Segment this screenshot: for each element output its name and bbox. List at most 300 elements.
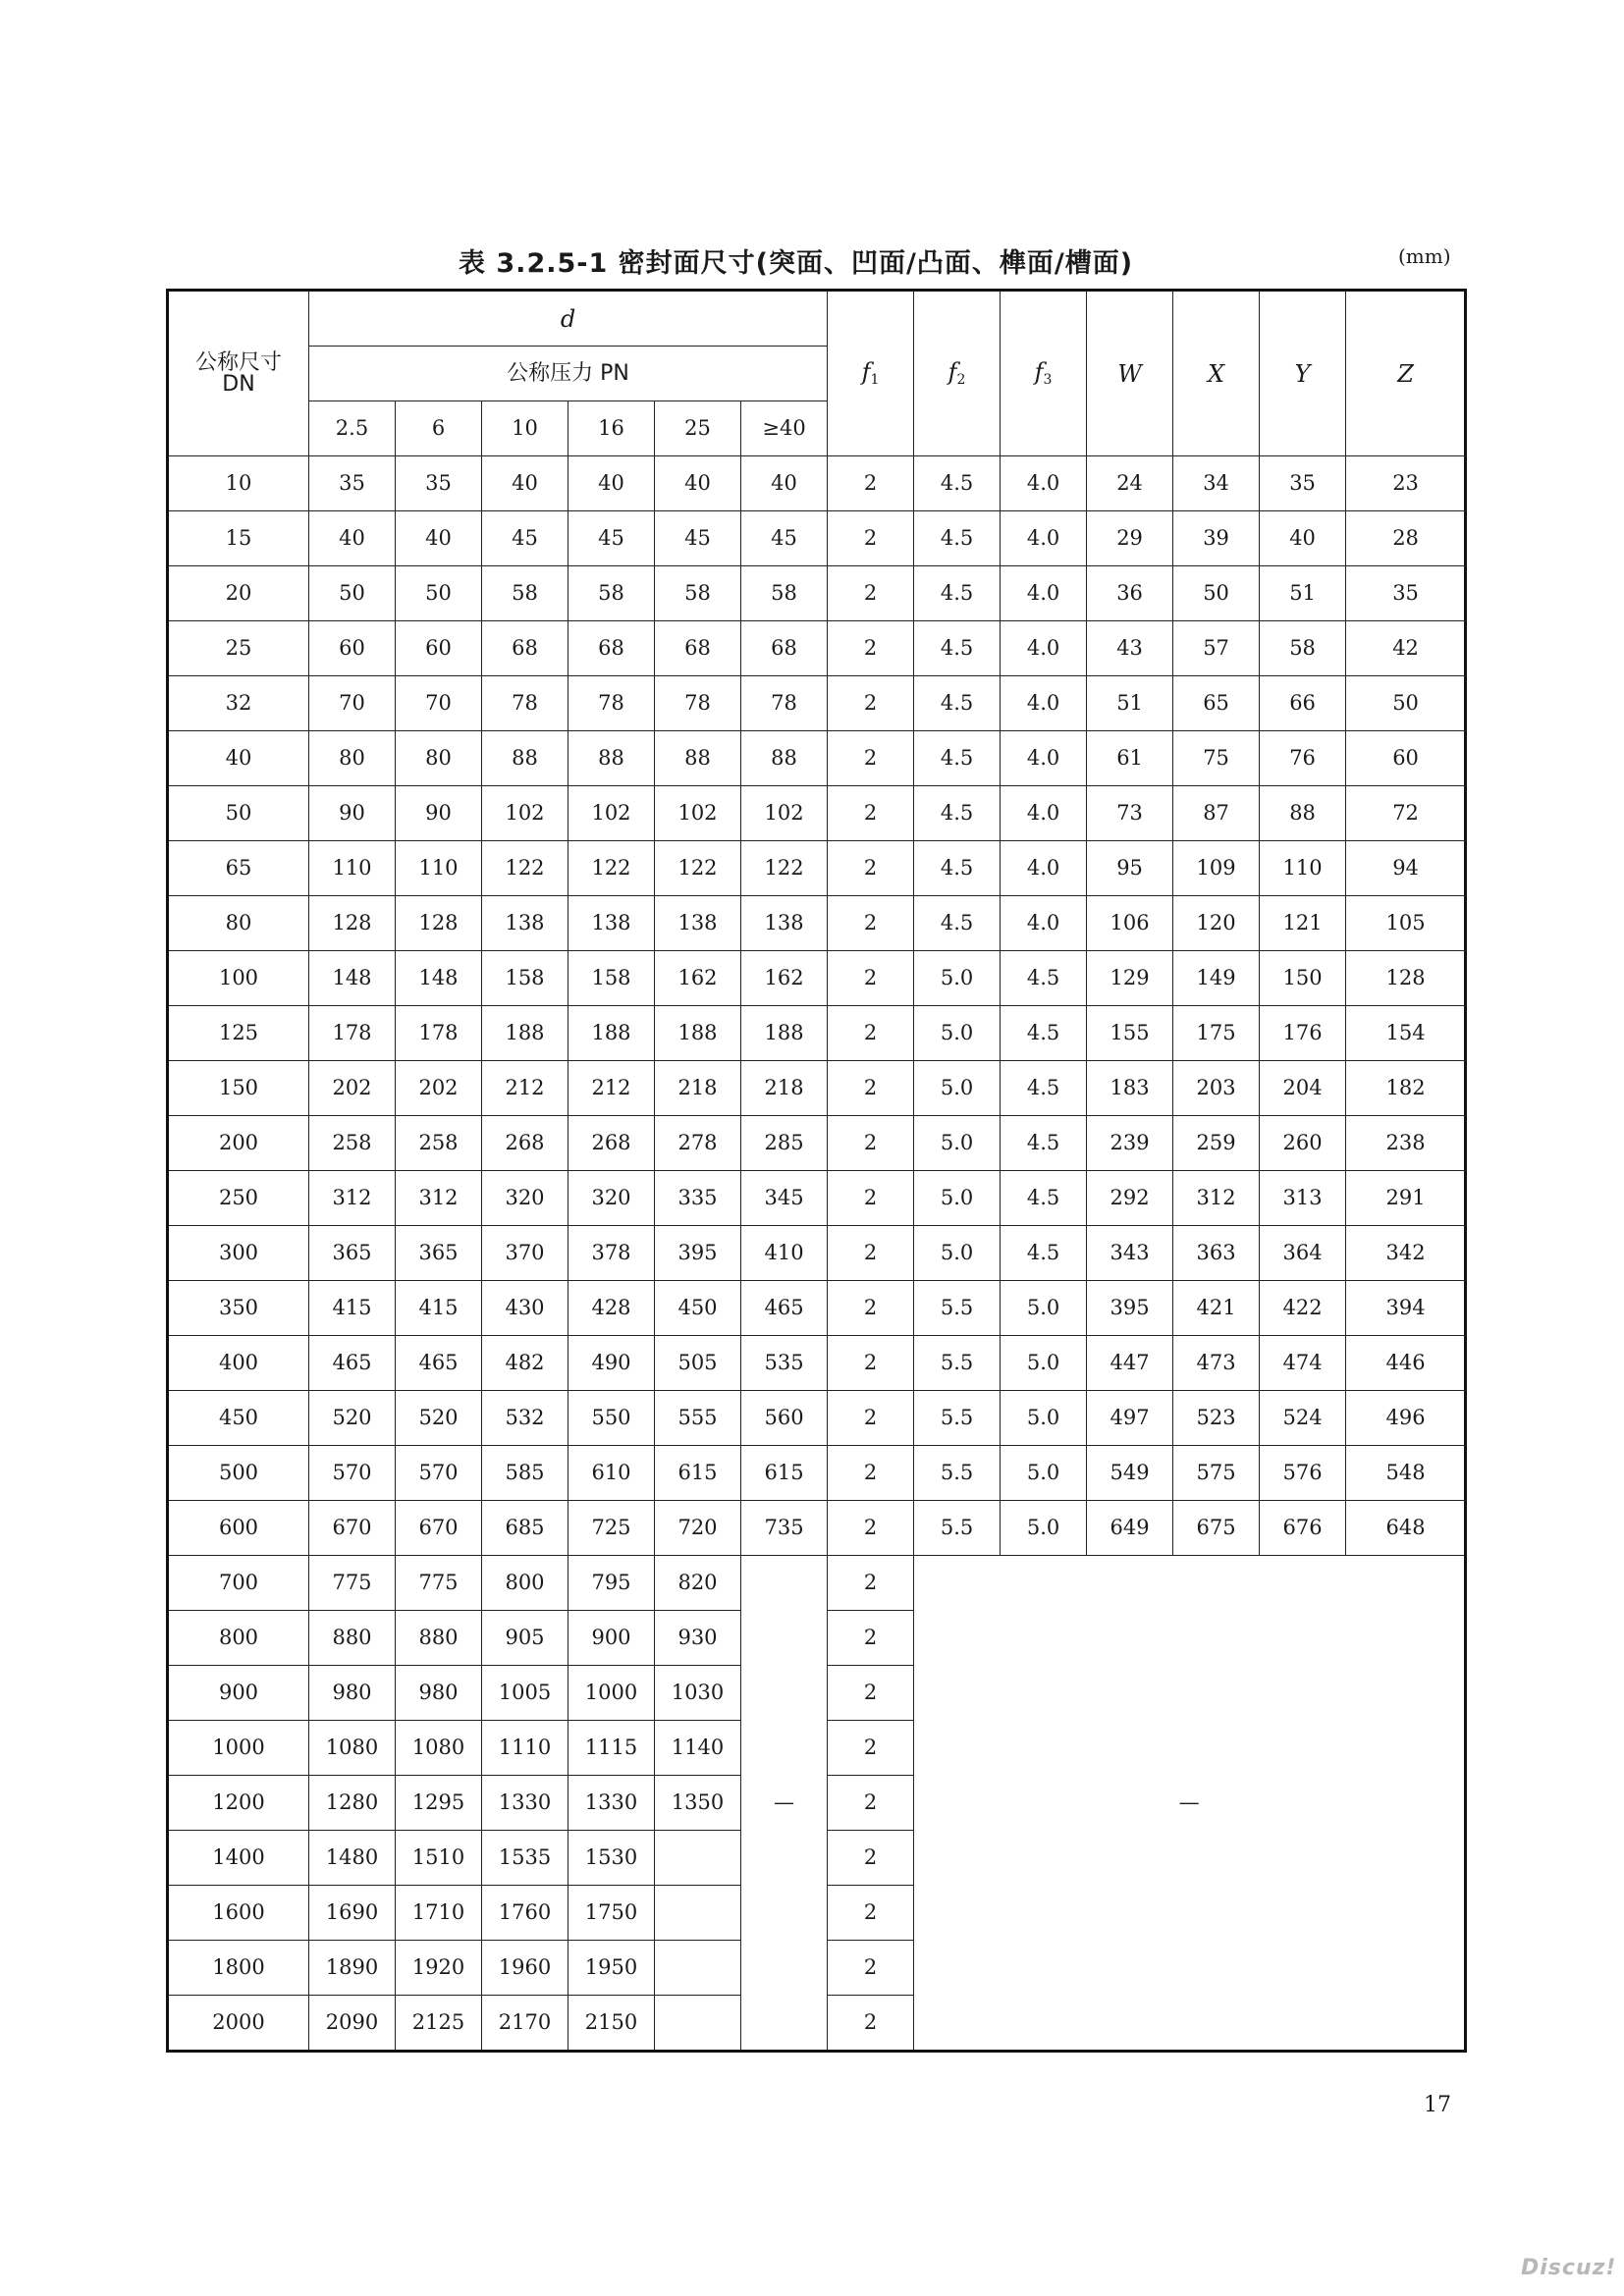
cell-f2: 5.5 (914, 1391, 1001, 1446)
header-row-1 (168, 291, 1466, 347)
cell-z: 238 (1346, 1116, 1466, 1171)
cell-d: 50 (309, 566, 396, 621)
table-row (168, 1391, 1466, 1446)
cell-dn: 50 (168, 786, 309, 841)
cell-d: 70 (396, 676, 482, 731)
cell-w: 73 (1087, 786, 1173, 841)
header-pn-value: 2.5 (309, 401, 396, 456)
header-f1: $f_1$ (828, 291, 914, 456)
cell-d: 535 (741, 1336, 828, 1391)
cell-f1: 2 (828, 511, 914, 566)
cell-f1: 2 (828, 566, 914, 621)
cell-dn: 800 (168, 1611, 309, 1666)
cell-dn: 350 (168, 1281, 309, 1336)
cell-z: 72 (1346, 786, 1466, 841)
cell-y: 35 (1260, 456, 1346, 511)
cell-f2: 4.5 (914, 676, 1001, 731)
cell-f1: 2 (828, 1061, 914, 1116)
table-row (168, 1556, 1466, 1611)
table-row (168, 1006, 1466, 1061)
cell-d: 1330 (568, 1776, 655, 1831)
cell-d: 40 (741, 456, 828, 511)
cell-f1: 2 (828, 1721, 914, 1776)
cell-d: 188 (741, 1006, 828, 1061)
cell-d: 1080 (396, 1721, 482, 1776)
cell-d: 70 (309, 676, 396, 731)
cell-z: 182 (1346, 1061, 1466, 1116)
cell-f3: 4.5 (1001, 1061, 1087, 1116)
cell-x: 120 (1173, 896, 1260, 951)
cell-f2: 5.5 (914, 1446, 1001, 1501)
cell-d: 88 (568, 731, 655, 786)
cell-f3: 4.0 (1001, 896, 1087, 951)
cell-w: 61 (1087, 731, 1173, 786)
table-row (168, 1061, 1466, 1116)
cell-d (655, 1941, 741, 1996)
cell-d: 202 (309, 1061, 396, 1116)
cell-f3: 4.0 (1001, 786, 1087, 841)
cell-d: 820 (655, 1556, 741, 1611)
cell-f3: 4.0 (1001, 676, 1087, 731)
cell-x: 65 (1173, 676, 1260, 731)
cell-dn: 1000 (168, 1721, 309, 1776)
cell-f2: 5.0 (914, 1006, 1001, 1061)
cell-y: 121 (1260, 896, 1346, 951)
cell-d: 465 (396, 1336, 482, 1391)
header-f3: $f_3$ (1001, 291, 1087, 456)
cell-dn: 15 (168, 511, 309, 566)
cell-d: 138 (482, 896, 568, 951)
cell-y: 204 (1260, 1061, 1346, 1116)
cell-d: 725 (568, 1501, 655, 1556)
cell-not-applicable: — (914, 1556, 1466, 2052)
cell-y: 110 (1260, 841, 1346, 896)
cell-f1: 2 (828, 1336, 914, 1391)
cell-f2: 5.5 (914, 1501, 1001, 1556)
cell-z: 42 (1346, 621, 1466, 676)
cell-d: 312 (309, 1171, 396, 1226)
cell-f3: 4.5 (1001, 1171, 1087, 1226)
cell-y: 422 (1260, 1281, 1346, 1336)
cell-dn: 1600 (168, 1886, 309, 1941)
table-row (168, 1226, 1466, 1281)
cell-d: 670 (396, 1501, 482, 1556)
cell-f1: 2 (828, 1391, 914, 1446)
cell-d: 138 (655, 896, 741, 951)
cell-x: 363 (1173, 1226, 1260, 1281)
cell-y: 576 (1260, 1446, 1346, 1501)
cell-f1: 2 (828, 1006, 914, 1061)
cell-d: 1030 (655, 1666, 741, 1721)
table-row (168, 1501, 1466, 1556)
cell-d: 1280 (309, 1776, 396, 1831)
table-row (168, 896, 1466, 951)
cell-d: 520 (396, 1391, 482, 1446)
cell-d: 775 (309, 1556, 396, 1611)
cell-w: 36 (1087, 566, 1173, 621)
cell-w: 497 (1087, 1391, 1173, 1446)
cell-d: 90 (396, 786, 482, 841)
cell-x: 109 (1173, 841, 1260, 896)
cell-dn: 80 (168, 896, 309, 951)
cell-f2: 5.0 (914, 1116, 1001, 1171)
cell-d: 415 (309, 1281, 396, 1336)
cell-d: 40 (396, 511, 482, 566)
cell-f1: 2 (828, 621, 914, 676)
cell-d: 158 (482, 951, 568, 1006)
cell-d: 560 (741, 1391, 828, 1446)
cell-f3: 4.5 (1001, 1116, 1087, 1171)
cell-d: 278 (655, 1116, 741, 1171)
cell-w: 155 (1087, 1006, 1173, 1061)
table-row (168, 621, 1466, 676)
cell-dn: 900 (168, 1666, 309, 1721)
cell-d: 102 (655, 786, 741, 841)
cell-dn: 150 (168, 1061, 309, 1116)
cell-d: 78 (482, 676, 568, 731)
cell-y: 524 (1260, 1391, 1346, 1446)
cell-w: 239 (1087, 1116, 1173, 1171)
cell-d: 1530 (568, 1831, 655, 1886)
cell-f1: 2 (828, 1446, 914, 1501)
cell-d: 365 (396, 1226, 482, 1281)
cell-d: 138 (568, 896, 655, 951)
cell-d: 1760 (482, 1886, 568, 1941)
cell-y: 260 (1260, 1116, 1346, 1171)
cell-y: 150 (1260, 951, 1346, 1006)
table-row (168, 841, 1466, 896)
cell-d: 520 (309, 1391, 396, 1446)
cell-f2: 5.0 (914, 1061, 1001, 1116)
cell-f2: 4.5 (914, 731, 1001, 786)
cell-d: 1535 (482, 1831, 568, 1886)
cell-d: 188 (568, 1006, 655, 1061)
cell-d: 148 (396, 951, 482, 1006)
cell-pn40-not-applicable: — (741, 1556, 828, 2052)
cell-d: 1080 (309, 1721, 396, 1776)
cell-d: 2125 (396, 1996, 482, 2052)
cell-y: 88 (1260, 786, 1346, 841)
cell-d: 685 (482, 1501, 568, 1556)
cell-d: 320 (482, 1171, 568, 1226)
cell-d: 465 (309, 1336, 396, 1391)
cell-d: 35 (396, 456, 482, 511)
cell-f1: 2 (828, 1611, 914, 1666)
cell-z: 94 (1346, 841, 1466, 896)
cell-w: 95 (1087, 841, 1173, 896)
cell-d: 102 (482, 786, 568, 841)
cell-z: 50 (1346, 676, 1466, 731)
cell-z: 35 (1346, 566, 1466, 621)
cell-d: 1000 (568, 1666, 655, 1721)
cell-f2: 4.5 (914, 511, 1001, 566)
cell-d: 258 (309, 1116, 396, 1171)
cell-f1: 2 (828, 1281, 914, 1336)
cell-d: 465 (741, 1281, 828, 1336)
cell-x: 203 (1173, 1061, 1260, 1116)
cell-d: 312 (396, 1171, 482, 1226)
header-pn-value: 25 (655, 401, 741, 456)
cell-d: 365 (309, 1226, 396, 1281)
cell-y: 364 (1260, 1226, 1346, 1281)
cell-dn: 500 (168, 1446, 309, 1501)
cell-f2: 4.5 (914, 621, 1001, 676)
cell-f1: 2 (828, 1776, 914, 1831)
cell-d: 980 (309, 1666, 396, 1721)
cell-d: 78 (568, 676, 655, 731)
cell-d: 2150 (568, 1996, 655, 2052)
cell-z: 28 (1346, 511, 1466, 566)
cell-d: 88 (741, 731, 828, 786)
cell-d: 880 (309, 1611, 396, 1666)
header-w: W (1087, 291, 1173, 456)
cell-d: 505 (655, 1336, 741, 1391)
cell-d: 188 (655, 1006, 741, 1061)
cell-y: 176 (1260, 1006, 1346, 1061)
cell-d: 395 (655, 1226, 741, 1281)
cell-d: 555 (655, 1391, 741, 1446)
cell-f2: 5.0 (914, 951, 1001, 1006)
cell-x: 39 (1173, 511, 1260, 566)
cell-z: 394 (1346, 1281, 1466, 1336)
cell-d: 68 (741, 621, 828, 676)
cell-d: 345 (741, 1171, 828, 1226)
cell-dn: 1400 (168, 1831, 309, 1886)
cell-f3: 4.0 (1001, 731, 1087, 786)
table-body (168, 291, 1466, 2052)
cell-w: 447 (1087, 1336, 1173, 1391)
cell-f3: 5.0 (1001, 1391, 1087, 1446)
cell-d: 158 (568, 951, 655, 1006)
cell-d: 122 (655, 841, 741, 896)
cell-d: 218 (655, 1061, 741, 1116)
cell-d: 735 (741, 1501, 828, 1556)
cell-d: 128 (396, 896, 482, 951)
cell-d: 88 (655, 731, 741, 786)
table-row (168, 566, 1466, 621)
cell-d: 450 (655, 1281, 741, 1336)
table-row (168, 456, 1466, 511)
cell-f1: 2 (828, 1666, 914, 1721)
cell-y: 474 (1260, 1336, 1346, 1391)
cell-d: 880 (396, 1611, 482, 1666)
cell-d (655, 1831, 741, 1886)
cell-f3: 5.0 (1001, 1446, 1087, 1501)
cell-d: 60 (396, 621, 482, 676)
cell-d: 1295 (396, 1776, 482, 1831)
cell-f3: 5.0 (1001, 1501, 1087, 1556)
cell-f1: 2 (828, 676, 914, 731)
cell-z: 342 (1346, 1226, 1466, 1281)
cell-d: 670 (309, 1501, 396, 1556)
page-number: 17 (1424, 2093, 1451, 2117)
cell-d: 188 (482, 1006, 568, 1061)
cell-d: 268 (482, 1116, 568, 1171)
cell-f1: 2 (828, 731, 914, 786)
cell-y: 313 (1260, 1171, 1346, 1226)
cell-d: 45 (568, 511, 655, 566)
cell-d: 335 (655, 1171, 741, 1226)
table-row (168, 1446, 1466, 1501)
cell-x: 34 (1173, 456, 1260, 511)
cell-f1: 2 (828, 786, 914, 841)
cell-z: 291 (1346, 1171, 1466, 1226)
table-row (168, 511, 1466, 566)
cell-f3: 4.0 (1001, 621, 1087, 676)
cell-d: 162 (655, 951, 741, 1006)
cell-d: 40 (568, 456, 655, 511)
cell-f2: 5.0 (914, 1226, 1001, 1281)
cell-d: 68 (482, 621, 568, 676)
cell-d: 1950 (568, 1941, 655, 1996)
cell-f3: 4.5 (1001, 1226, 1087, 1281)
cell-dn: 300 (168, 1226, 309, 1281)
header-f2: $f_2$ (914, 291, 1001, 456)
cell-d: 58 (568, 566, 655, 621)
cell-dn: 25 (168, 621, 309, 676)
cell-d: 430 (482, 1281, 568, 1336)
cell-x: 57 (1173, 621, 1260, 676)
cell-w: 395 (1087, 1281, 1173, 1336)
cell-f1: 2 (828, 1886, 914, 1941)
cell-dn: 20 (168, 566, 309, 621)
cell-d: 428 (568, 1281, 655, 1336)
cell-dn: 400 (168, 1336, 309, 1391)
cell-d: 615 (741, 1446, 828, 1501)
cell-dn: 65 (168, 841, 309, 896)
cell-d: 378 (568, 1226, 655, 1281)
cell-d: 285 (741, 1116, 828, 1171)
cell-f2: 5.0 (914, 1171, 1001, 1226)
cell-d: 80 (396, 731, 482, 786)
cell-f2: 4.5 (914, 456, 1001, 511)
cell-d: 110 (309, 841, 396, 896)
cell-d: 610 (568, 1446, 655, 1501)
cell-f3: 5.0 (1001, 1336, 1087, 1391)
cell-f2: 4.5 (914, 566, 1001, 621)
cell-z: 60 (1346, 731, 1466, 786)
table-row (168, 786, 1466, 841)
cell-d: 50 (396, 566, 482, 621)
cell-f1: 2 (828, 1226, 914, 1281)
cell-d: 78 (741, 676, 828, 731)
cell-f1: 2 (828, 951, 914, 1006)
cell-y: 58 (1260, 621, 1346, 676)
table-row (168, 676, 1466, 731)
cell-f3: 5.0 (1001, 1281, 1087, 1336)
cell-dn: 2000 (168, 1996, 309, 2052)
cell-d: 775 (396, 1556, 482, 1611)
cell-z: 128 (1346, 951, 1466, 1006)
cell-w: 24 (1087, 456, 1173, 511)
cell-z: 23 (1346, 456, 1466, 511)
cell-f1: 2 (828, 1501, 914, 1556)
cell-d: 410 (741, 1226, 828, 1281)
cell-f2: 4.5 (914, 896, 1001, 951)
cell-f2: 5.5 (914, 1336, 1001, 1391)
cell-d: 1480 (309, 1831, 396, 1886)
cell-f1: 2 (828, 456, 914, 511)
cell-d: 1920 (396, 1941, 482, 1996)
cell-dn: 32 (168, 676, 309, 731)
cell-d: 78 (655, 676, 741, 731)
table-row (168, 731, 1466, 786)
cell-d: 212 (482, 1061, 568, 1116)
cell-d: 40 (482, 456, 568, 511)
cell-d (655, 1996, 741, 2052)
cell-w: 106 (1087, 896, 1173, 951)
header-dn-label: DN (222, 371, 255, 397)
cell-d: 122 (482, 841, 568, 896)
cell-d: 128 (309, 896, 396, 951)
cell-d: 1140 (655, 1721, 741, 1776)
cell-f2: 4.5 (914, 841, 1001, 896)
cell-f1: 2 (828, 896, 914, 951)
cell-w: 51 (1087, 676, 1173, 731)
cell-d: 45 (741, 511, 828, 566)
cell-x: 473 (1173, 1336, 1260, 1391)
cell-d: 490 (568, 1336, 655, 1391)
cell-d: 68 (568, 621, 655, 676)
cell-d: 320 (568, 1171, 655, 1226)
cell-d: 102 (568, 786, 655, 841)
header-nominal-size (168, 291, 309, 456)
cell-f1: 2 (828, 1941, 914, 1996)
cell-f2: 5.5 (914, 1281, 1001, 1336)
cell-d: 212 (568, 1061, 655, 1116)
cell-d: 1750 (568, 1886, 655, 1941)
cell-d: 1110 (482, 1721, 568, 1776)
cell-d: 80 (309, 731, 396, 786)
cell-x: 575 (1173, 1446, 1260, 1501)
cell-z: 446 (1346, 1336, 1466, 1391)
cell-d: 148 (309, 951, 396, 1006)
cell-w: 43 (1087, 621, 1173, 676)
cell-dn: 450 (168, 1391, 309, 1446)
cell-w: 649 (1087, 1501, 1173, 1556)
cell-d: 532 (482, 1391, 568, 1446)
cell-d: 258 (396, 1116, 482, 1171)
cell-dn: 700 (168, 1556, 309, 1611)
cell-y: 51 (1260, 566, 1346, 621)
cell-d: 900 (568, 1611, 655, 1666)
table-row (168, 1116, 1466, 1171)
table-caption: 表 3.2.5-1 密封面尺寸(突面、凹面/凸面、榫面/槽面) (459, 248, 1134, 279)
cell-z: 548 (1346, 1446, 1466, 1501)
cell-d: 2170 (482, 1996, 568, 2052)
cell-d: 178 (309, 1006, 396, 1061)
cell-d: 90 (309, 786, 396, 841)
cell-y: 76 (1260, 731, 1346, 786)
cell-dn: 100 (168, 951, 309, 1006)
header-d: d (309, 291, 828, 347)
cell-f3: 4.0 (1001, 566, 1087, 621)
cell-d: 570 (396, 1446, 482, 1501)
watermark-logo: Discuz! (1521, 2256, 1617, 2280)
cell-d: 800 (482, 1556, 568, 1611)
cell-d: 585 (482, 1446, 568, 1501)
cell-d: 218 (741, 1061, 828, 1116)
table-row (168, 951, 1466, 1006)
cell-x: 259 (1173, 1116, 1260, 1171)
cell-d: 905 (482, 1611, 568, 1666)
cell-d: 930 (655, 1611, 741, 1666)
cell-d: 1890 (309, 1941, 396, 1996)
cell-dn: 125 (168, 1006, 309, 1061)
cell-f3: 4.0 (1001, 841, 1087, 896)
cell-f1: 2 (828, 841, 914, 896)
cell-x: 149 (1173, 951, 1260, 1006)
